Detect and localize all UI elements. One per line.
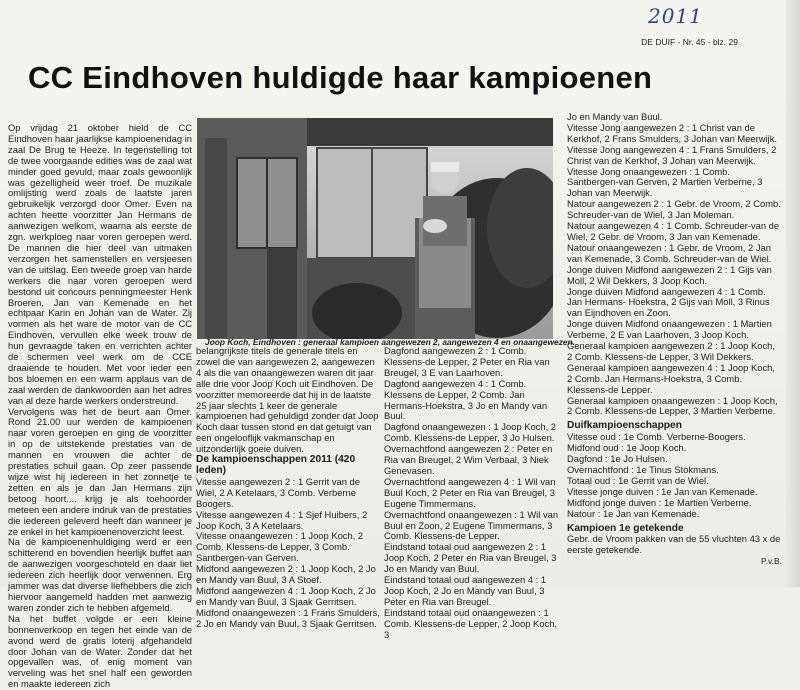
result-item: Natour onaangewezen : 1 Gebr. de Vroom, 2 Jan van Kemenade, 3 Comb. Schreuder-van de Wiel.: [567, 241, 772, 264]
paragraph-2: Vervolgens was het de beurt aan Omer. Rond 21.00 uur werden de kampioenen naar voren geroepen en ging de voorzitter in op de uitstekende prestaties van de mannen en vrouwen die achter de prestaties schuil gaan. Op zeer passende wijze wist hij iedereen in het zonnetje te zetten en als je dan Jan Hermans zijn betoog hoort.... krijg je als toehoorder meteen een andere indruk van de prestaties die iedereen geleverd heeft dan wanneer je ze enkel in het kampioenenoverzicht leest.: [8, 405, 192, 537]
duif-result: Midfond oud : 1e Joop Koch.: [567, 442, 687, 454]
duif-result: Midfond jonge duiven : 1e Martien Verberne.: [567, 496, 752, 508]
result-item: Eindstand totaal oud aangewezen 4 : 1 Joop Koch, 2 Jo en Mandy van Buul, 3 Peter en Ria van Breugel.: [384, 574, 547, 607]
author-signature: P.v.B.: [761, 556, 782, 567]
result-item: Jonge duiven Midfond aangewezen 2 : 1 Gijs van Moll, 2 Wil Dekkers, 3 Joop Koch.: [567, 263, 772, 286]
result-item: Vitesse aangewezen 2 : 1 Gerrit van de Wiel, 2 A Ketelaars, 3 Comb. Verberne Boogers.: [196, 475, 360, 509]
duif-result: Totaal oud : 1e Gerrit van de Wiel.: [567, 474, 709, 486]
photo-caption: Joop Koch, Eindhoven : generaal kampioen aangewezen 2, aangewezen 4 en onaangewezen.: [205, 337, 575, 347]
article-column-2: [196, 346, 380, 630]
result-item: Midfond onaangewezen : 1 Frans Smulders, 2 Jo en Mandy van Buul, 3 Sjaak Gerritsen.: [196, 606, 380, 629]
result-item: Jo en Mandy van Buul.: [567, 111, 663, 122]
result-item: Vitesse Jong aangewezen 4 : 1 Frans Smulders, 2 Christ van de Kerkhof, 3 Johan van Meerwijk.: [567, 143, 777, 166]
kampioen-text: Gebr. de Vroom pakken van de 55 vluchten 43 x de eerste getekende.: [567, 533, 781, 556]
duif-result: Overnachtfond : 1e Tinus Stokmans.: [567, 464, 719, 475]
result-item: Dagfond onaangewezen : 1 Joop Koch, 2 Comb. Klessens-de Lepper, 3 Jo Hulsen.: [384, 421, 557, 444]
championships-subheading: De kampioenschappen 2011 (420 leden): [196, 454, 356, 476]
duif-championships-heading: Duifkampioenschappen: [567, 420, 682, 432]
intro-paragraph: Op vrijdag 21 oktober hield de CC Eindhoven haar jaarlijkse kampioenendag in zaal De Brug te Heeze. In tegenstelling tot de twee voorgaande edities was de zaal wat minder goed gevuld, maar zoals gewoonlijk was gezelligheid weer troef. De muzikale omlijsting werd zoals de laatste jaren gebruikelijk verzorgd door Omer. Even na achten heette voorzitter Jan Hermans de aanwezigen welkom, waarna als eerste de zgn. werkploeg naar voren geroepen werd. De mannen die hier deel van uitmaken verzorgen het samenstellen en versjeesen van de uitslag. Een tweede groep van harde werkers die naar voren geroepen werd bestond uit concours penningmeester Henk Broeren, Jan van Kemenade en het echtpaar Karin en Johan van de Water. Zij vormen als het ware de motor van de CC Eindhoven, vervullen elke week trouw de hun gevraagde taken en verrichten achter de schermen veel werk om de CCE draaiende te houden. Met voor ieder een bos bloemen en een warm applaus van de zaal werden de dankwoorden aan het adres van al deze harde werkers onderstreund.: [8, 122, 192, 406]
result-item: Eindstand totaal oud onaangewezen : 1 Comb. Klessens-de Lepper, 2 Joop Koch, 3: [384, 606, 558, 640]
article-photo: [197, 118, 553, 339]
result-item: Jonge duiven Midfond onaangewezen : 1 Martien Verberne, 2 E van Laarhoven, 3 Joop Koch.: [567, 318, 772, 341]
result-item: Vitesse Jong onaangewezen : 1 Comb. Santbergen-van Gerven, 2 Martien Verberne, 3 Johan van Meerwijk.: [567, 165, 763, 199]
result-item: Midfond aangewezen 2 : 1 Joop Koch, 2 Jo en Mandy van Buul, 3 A Stoef.: [196, 563, 376, 586]
article-column-3: [384, 346, 559, 640]
handwritten-year: 2011: [648, 4, 703, 28]
result-item: Generaal kampioen onaangewezen : 1 Joop Koch, 2 Comb. Klessens-de Lepper, 3 Martien Verberne.: [567, 394, 778, 417]
result-item: Midfond aangewezen 4 : 1 Joop Koch, 2 Jo en Mandy van Buul, 3 Sjaak Gerritsen.: [196, 584, 376, 607]
result-item: Dagfond aangewezen 2 : 1 Comb. Klessens-de Lepper, 2 Peter en Ria van Breugel, 3 E van Laarhoven.: [384, 345, 550, 378]
result-item: Natour aangewezen 4 : 1 Comb. Schreuder-van de Wiel, 2 Gebr. de Vroom, 3 Jan van Kemenade.: [567, 220, 780, 242]
article-column-1: [8, 123, 192, 690]
photo-illustration: [197, 118, 553, 339]
titles-paragraph: belangrijkste titels de generale titels en zowel die van aangewezen 2, aangewezen 4 als die van onaangewezen waren dit jaar alle drie voor Joop Koch uit Eindhoven. De voorzitter memoreerde dat hij in de laatste 25 jaar slechts 1 keer de generale kampioenen had gehuldigd zonder dat Joop Koch daar tussen stond en dat getuigt van een ongelooflijk vakmanschap en uitzonderlijk goeie duiven.: [196, 345, 379, 455]
result-item: Generaal kampioen aangewezen 2 : 1 Joop Koch, 2 Comb. Klessens-de Lepper, 3 Wil Dekkers.: [567, 340, 775, 362]
result-item: Vitesse Jong aangewezen 2 : 1 Christ van de Kerkhof, 2 Frans Smulders, 3 Johan van Meerwijk.: [567, 121, 777, 144]
result-item: Vitesse aangewezen 4 : 1 Sjef Huibers, 2 Joop Koch, 3 A Ketelaars.: [196, 508, 368, 531]
result-item: Jonge duiven Midfond aangewezen 4 : 1 Comb. Jan Hermans- Hoekstra, 2 Gijs van Moll, 3 Rinus van Eijndhoven en Zoon.: [567, 285, 770, 319]
duif-result: Dagfond : 1e Jo Hulsen.: [567, 453, 668, 465]
kampioen-heading: Kampioen 1e getekende: [567, 522, 684, 534]
duif-result: Natour : 1e Jan van Kemenade.: [567, 507, 700, 519]
paragraph-4: Na het buffet volgde er een kleine bonnenverkoop en tegen het einde van de avond werd de gratis loterij afgehandeld door Johan van de Water. Zonder dat het opgevallen was, of enig moment van verveling was het snel half een geworden en maakte iedereen zich: [8, 612, 192, 690]
result-item: Eindstand totaal oud aangewezen 2 : 1 Joop Koch, 2 Peter en Ria van Breugel, 3 Jo en Mandy van Buul.: [384, 541, 557, 575]
duif-result: Vitesse jonge duiven : 1e Jan van Kemenade.: [567, 485, 758, 497]
article-column-4: [567, 112, 782, 567]
result-item: Generaal kampioen aangewezen 4 : 1 Joop Koch, 2 Comb. Jan Hermans-Hoekstra, 3 Comb. Klessens-de Lepper.: [567, 361, 775, 395]
page-edge: [786, 0, 800, 587]
article-headline: CC Eindhoven huldigde haar kampioenen: [28, 60, 653, 95]
result-item: Dagfond aangewezen 4 : 1 Comb. Klessens de Lepper, 2 Comb. Jan Hermans-Hoekstra, 3 Jo en Mandy van Buul.: [384, 377, 548, 422]
result-item: Overnachtfond onaangewezen : 1 Wil van Buul en Zoon, 2 Eugene Timmermans, 3 Comb. Klessens-de Lepper.: [384, 508, 559, 542]
result-item: Overnachtfond aangewezen 2 : Peter en Ria van Breugel, 2 Wim Verbaal, 3 Niek Genevasen.: [384, 443, 553, 476]
result-item: Vitesse onaangewezen : 1 Joop Koch, 2 Comb. Klessens-de Lepper, 3 Comb. Santbergen-van Gerven.: [196, 530, 364, 564]
result-item: Natour aangewezen 2 : 1 Gebr. de Vroom, 2 Comb. Schreuder-van de Wiel, 3 Jan Moleman.: [567, 198, 781, 221]
result-item: Overnachtfond aangewezen 4 : 1 Wil van Buul Koch, 2 Peter en Ria van Breugel, 3 Eugene Timmermans.: [384, 475, 556, 509]
publication-header: DE DUIF - Nr. 45 - blz. 29: [641, 37, 738, 47]
paragraph-3: Na de kampioenenhuldiging werd er een schitterend en bovendien heerlijk buffet aan de aanwezigen voorgeschoteld en daar liet iedereen zich heerlijk door verwennen. Erg jammer was dat diverse liefhebbers die zich hiervoor aangemeld hadden met aanwezig waren zonder zich te hebben afgemeld.: [8, 536, 192, 613]
duif-result: Vitesse oud : 1e Comb. Verberne-Boogers.: [567, 431, 746, 443]
